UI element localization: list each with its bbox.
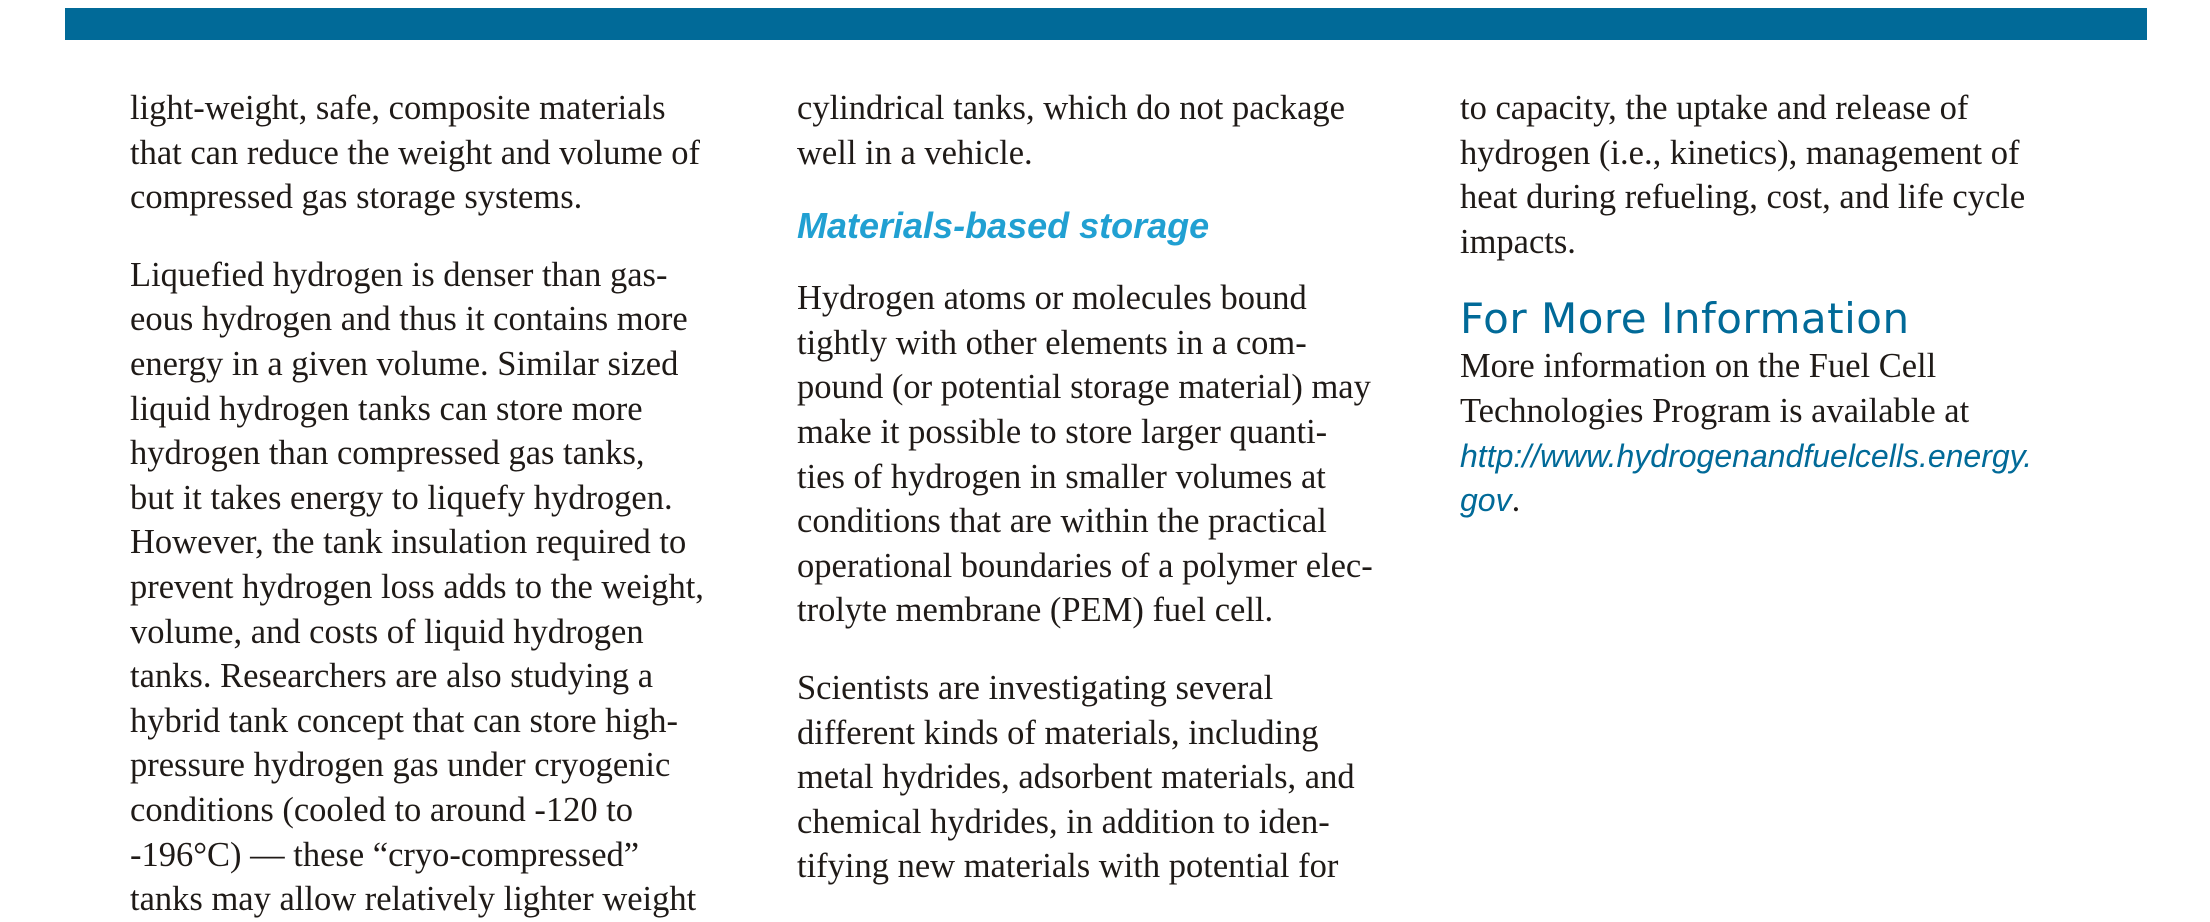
text-line: impacts. xyxy=(1460,222,1576,261)
text-line: heat during refueling, cost, and life cycle xyxy=(1460,178,2026,217)
text-line: tanks may allow relatively lighter weight xyxy=(130,880,697,919)
text-line: hybrid tank concept that can store high- xyxy=(130,701,678,740)
text-line: volume, and costs of liquid hydrogen xyxy=(130,612,644,651)
paragraph xyxy=(797,86,1427,175)
text-line: but it takes energy to liquefy hydrogen. xyxy=(130,478,673,517)
link-line xyxy=(1460,478,2080,523)
text-line: cylindrical tanks, which do not package xyxy=(797,89,1345,127)
link-line xyxy=(1460,434,2080,479)
text-line: chemical hydrides, in addition to iden- xyxy=(797,802,1330,841)
text-line: liquid hydrogen tanks can store more xyxy=(130,389,643,428)
paragraph xyxy=(1460,344,2080,522)
text-line: pound (or potential storage material) may xyxy=(797,368,1371,407)
paragraph xyxy=(1460,86,2080,264)
text-line: to capacity, the uptake and release of xyxy=(1460,89,1969,127)
text-line: hydrogen than compressed gas tanks, xyxy=(130,434,645,473)
column-2 xyxy=(797,86,1427,889)
text-line: make it possible to store larger quanti- xyxy=(797,412,1328,451)
header-color-bar xyxy=(65,8,2147,40)
text-line: different kinds of materials, including xyxy=(797,713,1319,752)
paragraph xyxy=(130,253,760,922)
text-line: tightly with other elements in a com- xyxy=(797,323,1307,362)
program-website-link-cont[interactable]: gov xyxy=(1460,482,1512,519)
section-title-more-info: For More Information xyxy=(1460,294,1910,344)
text-line: conditions that are within the practical xyxy=(797,502,1327,541)
text-line: Technologies Program is available at xyxy=(1460,391,1970,430)
text-line: However, the tank insulation required to xyxy=(130,523,687,562)
text-line: light-weight, safe, composite materials xyxy=(130,89,666,127)
text-line: conditions (cooled to around -120 to xyxy=(130,790,634,829)
text-line: tifying new materials with potential for xyxy=(797,847,1339,886)
paragraph xyxy=(797,276,1427,633)
text-line: compressed gas storage systems. xyxy=(130,178,583,217)
text-line: hydrogen (i.e., kinetics), management of xyxy=(1460,133,2020,172)
text-line: energy in a given volume. Similar sized xyxy=(130,344,679,383)
text-line: operational boundaries of a polymer elec- xyxy=(797,546,1373,585)
column-3 xyxy=(1460,86,2080,523)
text-line: Scientists are investigating several xyxy=(797,668,1274,707)
text-line: tanks. Researchers are also studying a xyxy=(130,657,654,696)
text-line: Liquefied hydrogen is denser than gas- xyxy=(130,255,668,294)
subheading-materials-storage: Materials-based storage xyxy=(797,205,1210,247)
program-website-link[interactable]: http://www.hydrogenandfuelcells.energy. xyxy=(1460,437,2033,474)
paragraph xyxy=(130,86,760,220)
column-1 xyxy=(130,86,760,922)
text-line: eous hydrogen and thus it contains more xyxy=(130,300,688,339)
text-line: prevent hydrogen loss adds to the weight, xyxy=(130,567,704,606)
text-line: pressure hydrogen gas under cryogenic xyxy=(130,746,671,785)
text-line: trolyte membrane (PEM) fuel cell. xyxy=(797,591,1274,630)
trailing-period: . xyxy=(1511,481,1521,520)
paragraph xyxy=(797,666,1427,889)
text-line: -196°C) — these “cryo-compressed” xyxy=(130,835,640,874)
text-line: well in a vehicle. xyxy=(797,133,1033,172)
text-line: metal hydrides, adsorbent materials, and xyxy=(797,758,1355,797)
text-line: ties of hydrogen in smaller volumes at xyxy=(797,457,1326,496)
text-line: that can reduce the weight and volume of xyxy=(130,133,700,172)
text-line: Hydrogen atoms or molecules bound xyxy=(797,279,1307,318)
text-line: More information on the Fuel Cell xyxy=(1460,347,1937,386)
